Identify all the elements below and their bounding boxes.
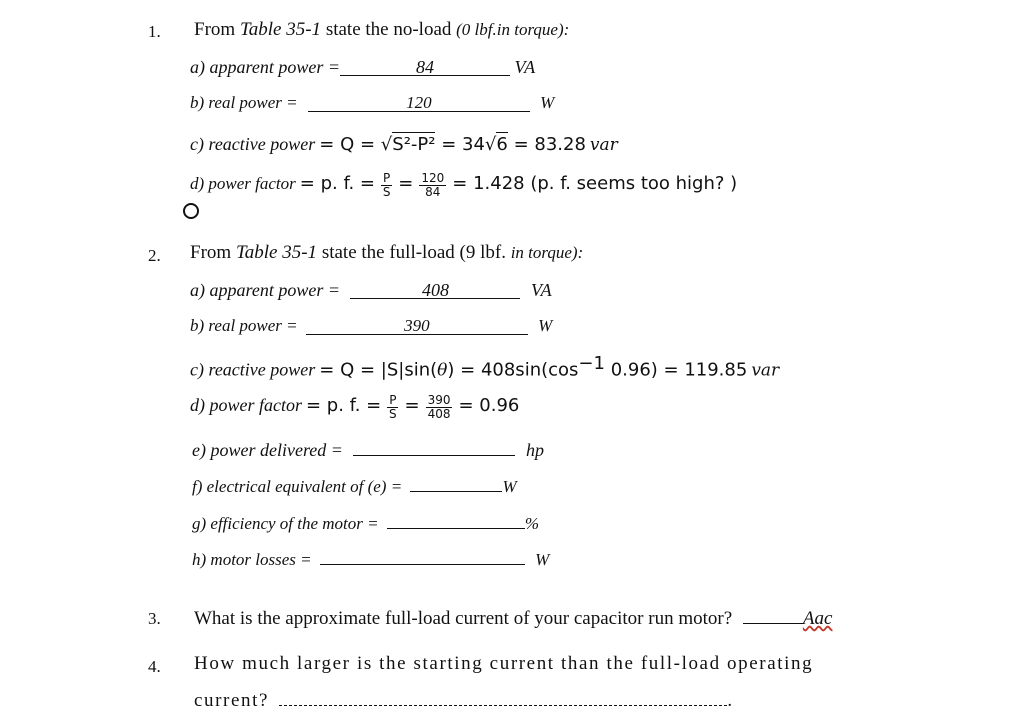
- q2-number: 2.: [148, 246, 161, 265]
- q1-d-fraction: [381, 172, 392, 199]
- q2-e-blank[interactable]: [353, 437, 515, 456]
- q1-intro: From: [194, 19, 240, 40]
- q4-text2: current?: [194, 690, 270, 711]
- q2-intro: From: [190, 242, 236, 263]
- q2-g-blank[interactable]: [387, 510, 525, 529]
- q2-h-row: [192, 546, 549, 570]
- q1-c-root: 6: [496, 134, 508, 155]
- q1-d-expr-a: = p. f. =: [299, 173, 376, 195]
- q2-c-label: c) reactive power: [190, 359, 316, 380]
- q1-c-expr-a: = Q =: [319, 134, 381, 155]
- q2-g-row: [192, 510, 539, 534]
- q1-a-row: [190, 57, 535, 78]
- q2-d-frac-den: S: [389, 407, 397, 421]
- q1-a-value: 84: [415, 57, 434, 77]
- q2-a-unit: VA: [530, 280, 552, 300]
- q2-e-label: e) power delivered =: [192, 440, 343, 460]
- q2-d-eq: =: [404, 395, 420, 417]
- q3-number: 3.: [148, 609, 161, 628]
- q2-g-label: g) efficiency of the motor =: [192, 514, 379, 533]
- q2-d-expr-b: = 0.96: [458, 395, 520, 417]
- q1-c-label: c) reactive power: [190, 134, 316, 154]
- q1-d-expr-b: = 1.428 (p. f. seems too high? ): [452, 173, 738, 195]
- q1-prompt: [194, 19, 569, 41]
- q2-c-row: [190, 353, 779, 380]
- q4-number: 4.: [148, 657, 161, 676]
- q1-d-fraction-2: [419, 172, 446, 199]
- q3-blank[interactable]: [743, 605, 803, 624]
- q2-table-ref: Table 35-1: [235, 242, 318, 263]
- q1-c-radicand: S²-P²: [392, 134, 436, 155]
- radio-circle-icon[interactable]: [183, 203, 199, 219]
- q2-d-row: [190, 394, 519, 421]
- q2-b-unit: W: [538, 316, 553, 335]
- q2-f-blank[interactable]: [410, 473, 502, 492]
- q2-c-expr-c: 0.96) = 119.85: [604, 359, 748, 381]
- q2-h-blank[interactable]: [320, 546, 525, 565]
- q1-b-label: b) real power =: [190, 93, 298, 112]
- q2-c-sup: −1: [578, 353, 605, 374]
- q2-d-frac2-den: 408: [427, 407, 451, 421]
- q2-d-fraction-2: [426, 394, 453, 421]
- q1-d-frac2-den: 84: [425, 185, 441, 199]
- q4-blank[interactable]: [279, 689, 727, 706]
- q2-e-unit: hp: [525, 440, 544, 460]
- q2-a-value: 408: [421, 280, 449, 300]
- q1-d-label: d) power factor: [190, 174, 296, 194]
- q1-c-unit: var: [589, 135, 618, 155]
- q1-a-unit: VA: [514, 57, 536, 77]
- q2-condition: in torque):: [510, 243, 584, 262]
- q1-d-row: [190, 172, 737, 199]
- q1-condition: (0 lbf.in torque):: [456, 20, 570, 39]
- q1-c-expr-c: = 83.28: [507, 134, 586, 155]
- q2-f-unit: W: [502, 477, 517, 496]
- q2-h-unit: W: [535, 550, 550, 569]
- q2-c-unit: var: [751, 360, 780, 381]
- q2-a-blank[interactable]: [350, 280, 520, 299]
- q2-b-blank[interactable]: [306, 316, 528, 335]
- q2-f-row: [192, 473, 517, 497]
- q2-c-expr-a: = Q = |S|sin(: [319, 359, 438, 381]
- q1-c-expr-b: = 34: [435, 134, 485, 155]
- q2-d-frac2-num: 390: [427, 393, 451, 407]
- q2-c-theta: θ: [437, 360, 448, 381]
- q4-end: .: [727, 690, 734, 711]
- q2-b-label: b) real power =: [190, 316, 298, 335]
- q2-b-row: [190, 316, 552, 336]
- q3-row: [194, 605, 832, 630]
- q2-prompt: [190, 242, 583, 264]
- q2-d-fraction: [387, 394, 398, 421]
- q3-value: Aac: [802, 608, 833, 629]
- q2-h-label: h) motor losses =: [192, 550, 312, 569]
- q1-d-frac2-num: 120: [421, 171, 445, 185]
- sqrt-icon: √: [380, 134, 393, 155]
- q2-b-value: 390: [404, 316, 430, 335]
- q1-b-row: [190, 93, 554, 113]
- q1-table-ref: Table 35-1: [239, 19, 322, 40]
- q2-a-label: a) apparent power =: [190, 280, 340, 300]
- q2-d-frac-num: P: [389, 393, 397, 407]
- q4-text: How much larger is the starting current than the full-load operating: [194, 653, 814, 674]
- q2-d-label: d) power factor: [190, 395, 302, 416]
- q2-f-label: f) electrical equivalent of (e) =: [192, 477, 403, 496]
- q2-d-expr-a: = p. f. =: [306, 395, 382, 417]
- q1-d-eq: =: [398, 173, 414, 195]
- q1-b-unit: W: [540, 93, 555, 112]
- q4-row-2: [194, 689, 734, 712]
- sqrt-icon: √: [484, 134, 497, 155]
- q1-b-blank[interactable]: [308, 93, 530, 112]
- q2-intro-b: state the full-load (9 lbf.: [317, 242, 511, 263]
- q1-d-frac-den: S: [382, 185, 391, 199]
- q2-e-row: [192, 437, 544, 461]
- q2-g-unit: %: [524, 514, 540, 533]
- q3-text: What is the approximate full-load current of your capacitor run motor?: [194, 608, 733, 629]
- q1-number: 1.: [148, 22, 161, 41]
- q1-intro-b: state the no-load: [321, 19, 457, 40]
- q1-c-row: [190, 134, 618, 155]
- q1-b-value: 120: [406, 93, 432, 112]
- q1-d-frac-num: P: [383, 171, 391, 185]
- q2-a-row: [190, 280, 552, 301]
- q1-a-blank[interactable]: [340, 57, 510, 76]
- q1-a-label: a) apparent power =: [190, 57, 340, 77]
- q2-c-expr-b: ) = 408sin(cos: [447, 359, 579, 381]
